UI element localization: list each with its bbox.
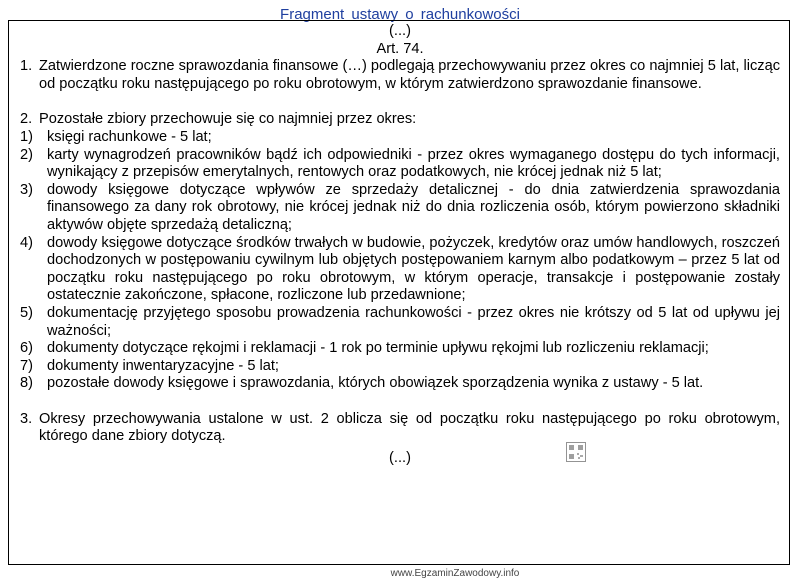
list-item xyxy=(20,358,780,376)
list-item-number: 3) xyxy=(20,181,33,198)
section-1 xyxy=(20,58,780,93)
qr-code-icon xyxy=(566,442,586,462)
document-title: Fragment ustawy o rachunkowości xyxy=(280,6,520,23)
section-2 xyxy=(20,111,780,129)
article-heading: Art. 74. xyxy=(376,40,424,57)
list-item-number: 6) xyxy=(20,340,33,357)
list-item-number: 2) xyxy=(20,146,33,163)
list-item-number: 7) xyxy=(20,357,33,374)
list-item-text: dokumenty dotyczące rękojmi i reklamacji - 1 rok po terminie upływu rękojmi lub rozliczeniu reklamacji; xyxy=(47,340,709,357)
list-item-text: dowody księgowe dotyczące wpływów ze sprzedaży detalicznej - do dnia zatwierdzenia sprawozdania finansowego za dany rok obrotowy, nie krócej jednak niż do dnia rozliczenia osób, którym powierzono składniki aktywów objęte sprzedażą detaliczną; xyxy=(47,181,780,233)
list-item-number: 8) xyxy=(20,375,33,392)
list-item-text: dokumenty inwentaryzacyjne - 5 lat; xyxy=(47,357,279,374)
footer xyxy=(0,568,800,580)
list-item xyxy=(20,305,780,340)
section-number: 1. xyxy=(20,58,33,75)
footer-watermark[interactable]: www.EgzaminZawodowy.info xyxy=(390,568,520,579)
document-body xyxy=(20,23,780,468)
list-item xyxy=(20,182,780,235)
ellipsis-bottom: (...) xyxy=(389,450,411,467)
section-text: Okresy przechowywania ustalone w ust. 2 oblicza się od początku roku następującego po roku obrotowym, którego dane zbiory dotyczą. xyxy=(39,410,780,445)
list-item-text: dokumentację przyjętego sposobu prowadzenia rachunkowości - przez okres nie krótszy od 5 lat od upływu jej ważności; xyxy=(47,304,780,339)
list-item-text: pozostałe dowody księgowe i sprawozdania, których obowiązek sporządzenia wynika z ustawy - 5 lat. xyxy=(47,375,704,392)
list-item-text: księgi rachunkowe - 5 lat; xyxy=(47,128,212,145)
section-3 xyxy=(20,411,780,446)
list-item-number: 1) xyxy=(20,128,33,145)
section-number: 2. xyxy=(20,111,33,128)
list-item xyxy=(20,340,780,358)
list-item xyxy=(20,129,780,147)
list-item xyxy=(20,147,780,182)
section-text: Zatwierdzone roczne sprawozdania finansowe (…) podlegają przechowywaniu przez okres co najmniej 5 lat, licząc od początku roku następującego po roku obrotowym, w którym zatwierdzono sprawozdanie finansowe. xyxy=(39,58,780,92)
list-item-number: 5) xyxy=(20,304,33,321)
list-item-number: 4) xyxy=(20,234,33,251)
list-item-text: dowody księgowe dotyczące środków trwałych w budowie, pożyczek, kredytów oraz umów handlowych, roszczeń dochodzonych w postępowaniu cywilnym lub objętych postępowaniem karnym albo podatkowym – przez 5 lat od początku roku następującego po roku obrotowym, w którym operacje, transakcje i postępowanie zostały ostatecznie zakończone, spłacone, rozliczone lub przedawnione; xyxy=(47,234,780,304)
ellipsis-top: (...) xyxy=(389,23,411,39)
list-item xyxy=(20,375,780,393)
section-text: Pozostałe zbiory przechowuje się co najmniej przez okres: xyxy=(39,111,417,128)
list-item xyxy=(20,235,780,305)
section-number: 3. xyxy=(20,410,33,427)
list-item-text: karty wynagrodzeń pracowników bądź ich odpowiedniki - przez okres wymaganego dostępu do tych informacji, wynikający z przepisów emerytalnych, rentowych oraz podatkowych, nie krócej jednak niż 5 lat; xyxy=(47,146,780,181)
